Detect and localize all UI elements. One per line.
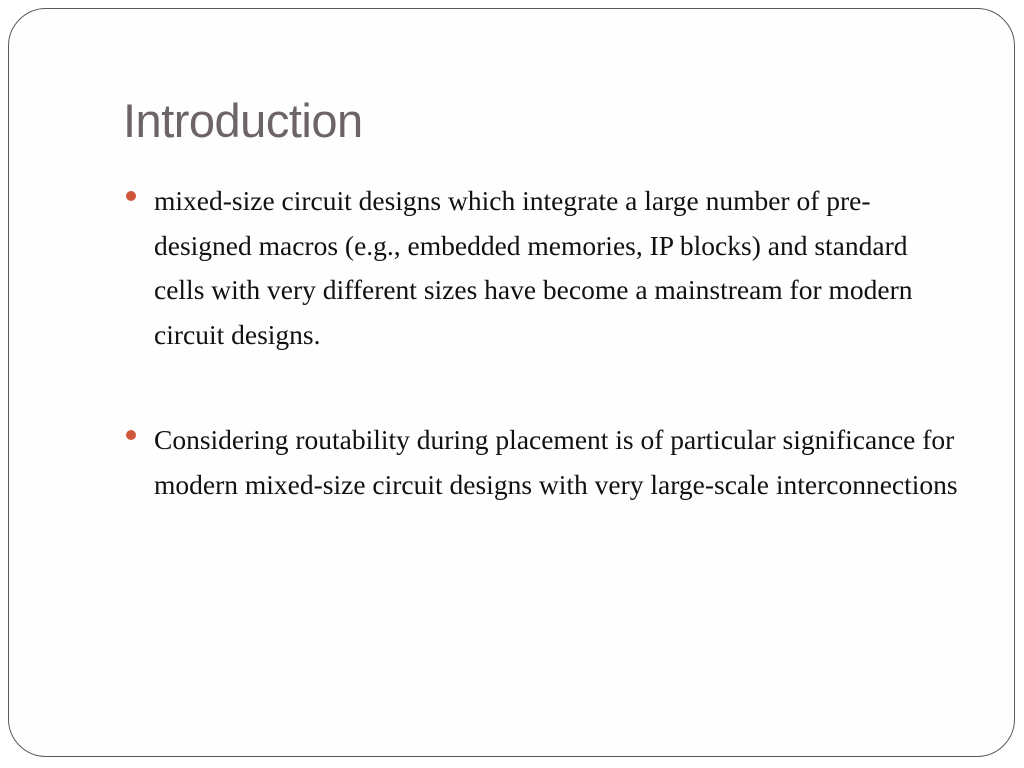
slide-frame (8, 8, 1015, 757)
bullet-dot-icon (126, 191, 136, 201)
slide-title: Introduction (123, 94, 363, 147)
bullet-dot-icon (126, 430, 136, 440)
bullet-text: mixed-size circuit designs which integrate a large number of pre-designed macros (e.g., embedded memories, IP blocks) and standard cells with very different sizes have become a mainstream for modern circuit designs. (154, 185, 913, 350)
bullet-list (124, 179, 964, 507)
bullet-text: Considering routability during placement is of particular significance for modern mixed-size circuit designs with very large-scale interconnections (154, 424, 958, 500)
bullet-item (124, 418, 964, 507)
bullet-item (124, 179, 964, 357)
